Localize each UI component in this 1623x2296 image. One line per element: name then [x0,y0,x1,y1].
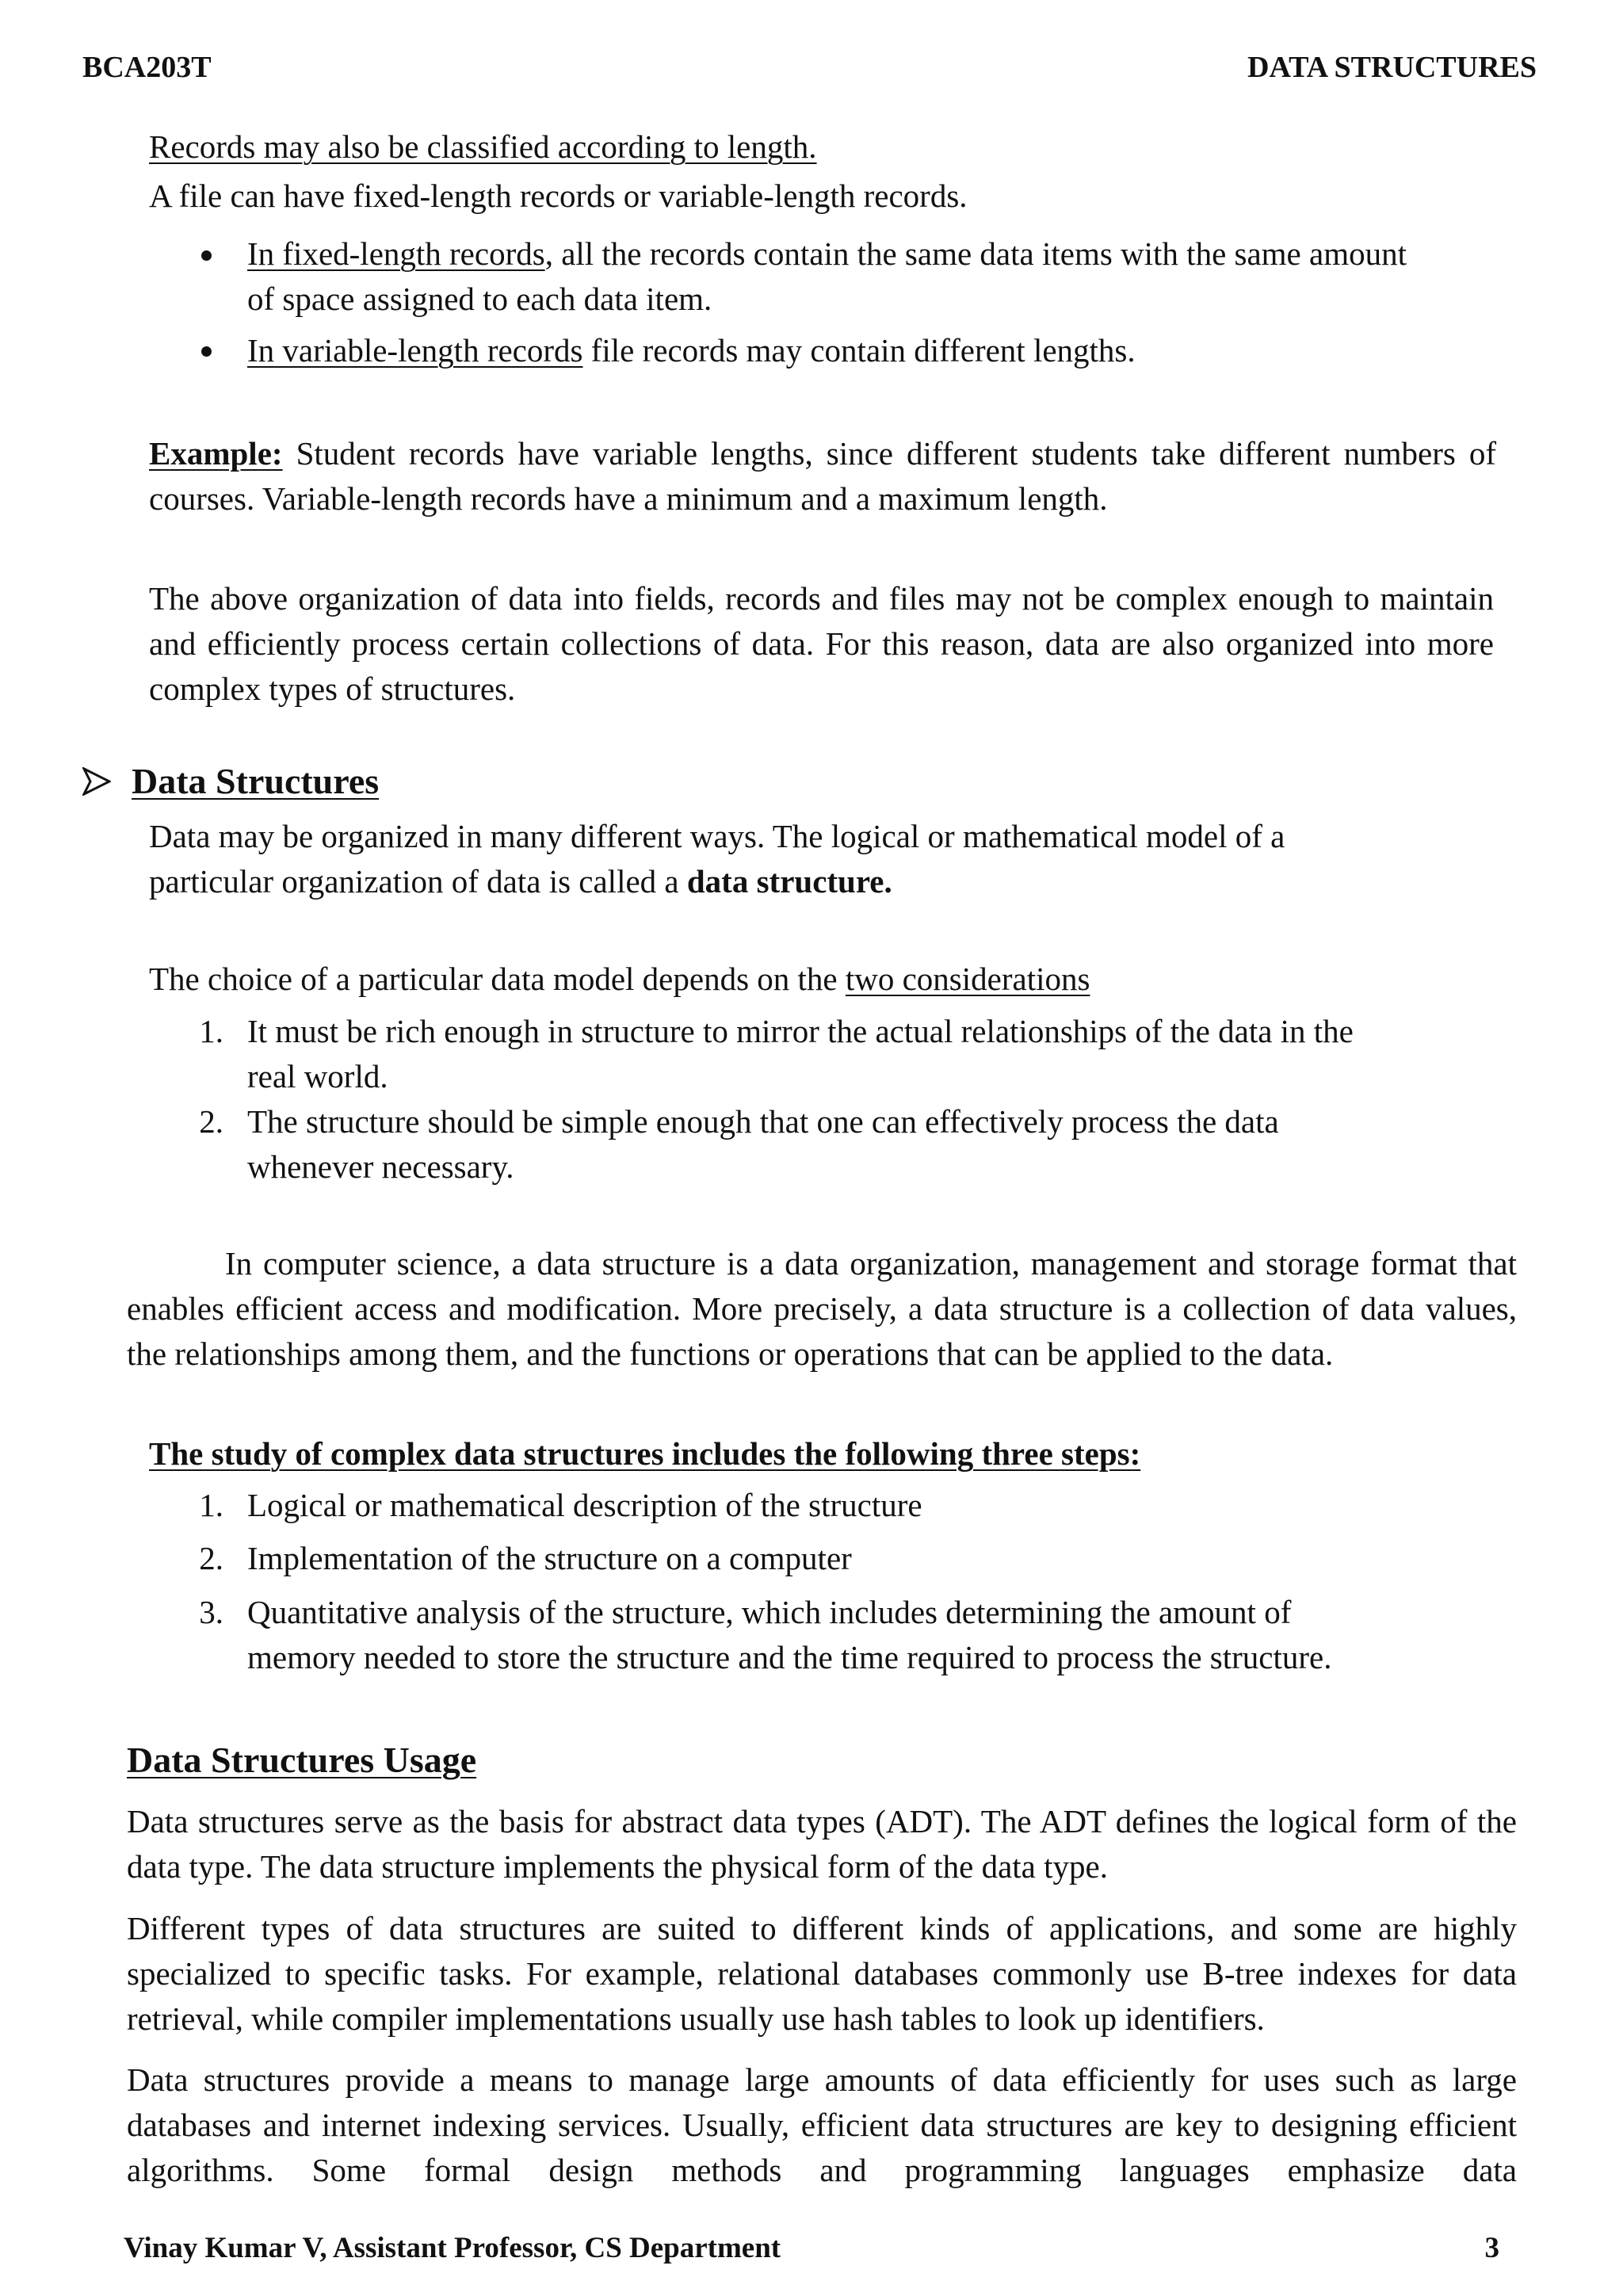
usage-paragraph-efficiency: Data structures provide a means to manage large amounts of data efficiently for uses such as large databases and internet indexing services. Usually, efficient data structures are key to designing efficient algorithms. Some formal design methods and programming languages emphasize data [127,2061,1517,2188]
step-number: 3. [199,1594,223,1630]
example-text: Student records have variable lengths, since different students take different numbers of courses. Variable-length records have a minimum and a maximum length. [149,435,1496,517]
records-file-types-line: A file can have fixed-length records or variable-length records. [149,178,968,214]
records-classified-line: Records may also be classified according to length. [149,128,817,165]
consideration-line1: It must be rich enough in structure to mirror the actual relationships of the data in the [247,1013,1354,1049]
consideration-line1: The structure should be simple enough that one can effectively process the data [247,1103,1279,1140]
study-steps-heading: The study of complex data structures includes the following three steps: [149,1435,1141,1472]
ds-intro-line1: Data may be organized in many different ways. The logical or mathematical model of a [149,818,1285,854]
step-number: 1. [199,1487,223,1523]
header-course-code: BCA203T [82,51,212,84]
data-structures-heading: Data Structures [132,761,380,801]
step-item: Logical or mathematical description of the structure [247,1487,922,1523]
step-line1: Quantitative analysis of the structure, which includes determining the amount of [247,1594,1292,1630]
organization-paragraph: The above organization of data into fields, records and files may not be complex enough to maintain and efficiently process certain collections of data. For this reason, data are also organized into more complex types of structures. [149,580,1494,707]
choice-line [149,957,1090,1002]
step-number: 2. [199,1540,223,1576]
example-label: Example: [149,435,283,472]
fixed-length-bullet [247,231,1531,322]
cs-definition-paragraph: In computer science, a data structure is a data organization, management and storage format that enables efficient access and modification. More precisely, a data structure is a collection of data values, the relationships among them, and the functions or operations that can be applied to the data. [127,1245,1517,1372]
bullet-dot-icon [201,250,212,261]
variable-length-term: In variable-length records [247,332,583,369]
step-line2: memory needed to store the structure and the time required to process the structure. [247,1639,1332,1675]
page-number: 3 [1484,2232,1499,2264]
fixed-length-desc-line2: of space assigned to each data item. [247,281,712,317]
consideration-item [247,1009,1354,1099]
usage-paragraph-adt: Data structures serve as the basis for abstract data types (ADT). The ADT defines the logical form of the data type. The data structure implements the physical form of the data type. [127,1803,1517,1885]
fixed-length-term: In fixed-length records [247,235,545,272]
ds-definition-term: data structure. [686,863,892,900]
consideration-line2: real world. [247,1058,388,1095]
consideration-number: 2. [199,1103,223,1140]
consideration-number: 1. [199,1013,223,1049]
variable-length-desc: file records may contain different lengths. [582,332,1136,369]
ds-intro-line2-text: particular organization of data is called a [149,863,687,900]
usage-paragraph-applications: Different types of data structures are suited to different kinds of applications, and some are highly specialized to specific tasks. For example, relational databases commonly use B-tree indexes for data retrieval, while compiler implementations usually use hash tables to look up identifiers. [127,1910,1517,2037]
usage-heading: Data Structures Usage [127,1740,477,1780]
arrowhead-bullet-icon [82,767,111,796]
choice-line-text: The choice of a particular data model depends on the [149,961,846,997]
example-paragraph [149,431,1496,521]
fixed-length-desc-line1: , all the records contain the same data items with the same amount [544,235,1407,272]
footer-author: Vinay Kumar V, Assistant Professor, CS Department [124,2232,781,2264]
consideration-line2: whenever necessary. [247,1148,514,1185]
bullet-dot-icon [201,346,212,357]
step-item [247,1590,1331,1680]
two-considerations-term: two considerations [845,961,1090,997]
step-item: Implementation of the structure on a computer [247,1540,852,1576]
ds-intro-line2 [149,859,892,904]
header-subject-title: DATA STRUCTURES [1247,51,1537,84]
consideration-item [247,1099,1279,1190]
variable-length-bullet [247,328,1531,373]
